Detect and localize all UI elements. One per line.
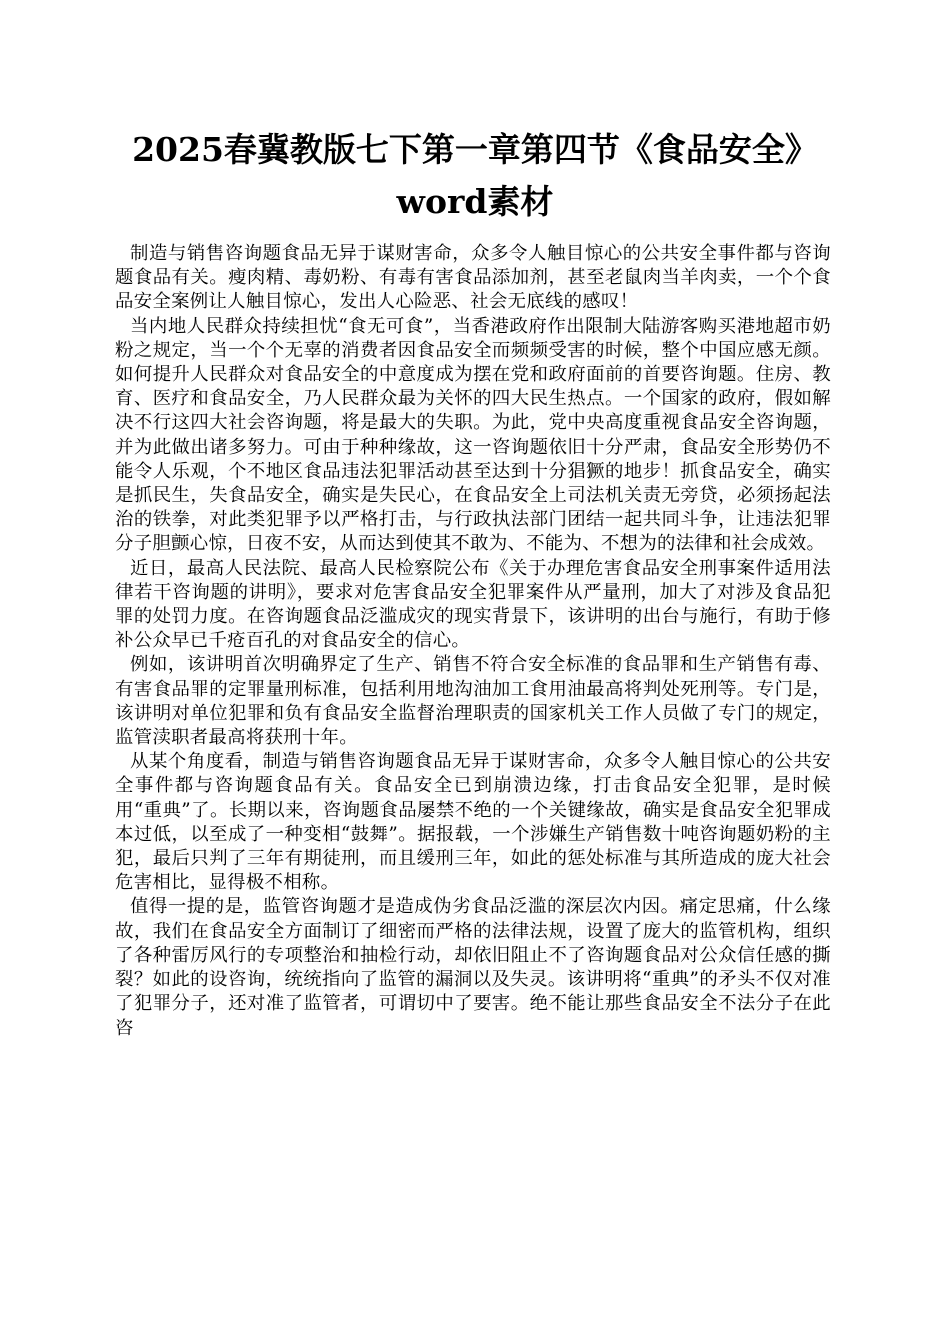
paragraph-5: 从某个角度看，制造与销售咨询题食品无异于谋财害命，众多令人触目惊心的公共安全事件都与咨询题食品有关。食品安全已到崩溃边缘，打击食品安全犯罪，是时候用“重典”了。长期以来，咨询题食品屡禁不绝的一个关键缘故，确实是食品安全犯罪成本过低，以至成了一种变相“鼓舞”。据报载，一个涉嫌生产销售数十吨咨询题奶粉的主犯，最后只判了三年有期徒刑，而且缓刑三年，如此的惩处标准与其所造成的庞大社会危害相比，显得极不相称。 bbox=[115, 751, 831, 894]
document-title: 2025春冀教版七下第一章第四节《食品安全》word素材 bbox=[132, 130, 818, 221]
paragraph-3: 近日，最高人民法院、最高人民检察院公布《关于办理危害食品安全刑事案件适用法律若干咨询题的讲明》，要求对危害食品安全犯罪案件从严量刑，加大了对涉及食品犯罪的处罚力度。在咨询题食品泛滥成灾的现实背景下，该讲明的出台与施行，有助于修补公众早已千疮百孔的对食品安全的信心。 bbox=[115, 557, 831, 652]
paragraph-1: 制造与销售咨询题食品无异于谋财害命，众多令人触目惊心的公共安全事件都与咨询题食品有关。瘦肉精、毒奶粉、有毒有害食品添加剂，甚至老鼠肉当羊肉卖，一个个食品安全案例让人触目惊心，发出人心险恶、社会无底线的感叹！ bbox=[115, 243, 831, 313]
document-body bbox=[115, 242, 831, 1041]
paragraph-6: 值得一提的是，监管咨询题才是造成伪劣食品泛滥的深层次内因。痛定思痛，什么缘故，我们在食品安全方面制订了细密而严格的法律法规，设置了庞大的监管机构，组织了各种雷厉风行的专项整治和抽检行动，却依旧阻止不了咨询题食品对公众信任感的撕裂？如此的设咨询，统统指向了监管的漏洞以及失灵。该讲明将“重典”的矛头不仅对准了犯罪分子，还对准了监管者，可谓切中了要害。绝不能让那些食品安全不法分子在此咨 bbox=[115, 896, 831, 1039]
paragraph-4: 例如，该讲明首次明确界定了生产、销售不符合安全标准的食品罪和生产销售有毒、有害食品罪的定罪量刑标准，包括利用地沟油加工食用油最高将判处死刑等。专门是，该讲明对单位犯罪和负有食品安全监督治理职责的国家机关工作人员做了专门的规定，监管渎职者最高将获刑十年。 bbox=[115, 654, 831, 749]
paragraph-2: 当内地人民群众持续担忧“食无可食”，当香港政府作出限制大陆游客购买港地超市奶粉之规定，当一个个无辜的消费者因食品安全而频频受害的时候，整个中国应感无颜。如何提升人民群众对食品安全的中意度成为摆在党和政府面前的首要咨询题。住房、教育、医疗和食品安全，乃人民群众最为关怀的四大民生热点。一个国家的政府，假如解决不行这四大社会咨询题，将是最大的失职。为此，党中央高度重视食品安全咨询题，并为此做出诸多努力。可由于种种缘故，这一咨询题依旧十分严肃，食品安全形势仍不能令人乐观，个不地区食品违法犯罪活动甚至达到十分猖獗的地步！抓食品安全，确实是抓民生，失食品安全，确实是失民心，在食品安全上司法机关责无旁贷，必须扬起法治的铁拳，对此类犯罪予以严格打击，与行政执法部门团结一起共同斗争，让违法犯罪分子胆颤心惊，日夜不安，从而达到使其不敢为、不能为、不想为的法律和社会成效。 bbox=[115, 315, 831, 555]
